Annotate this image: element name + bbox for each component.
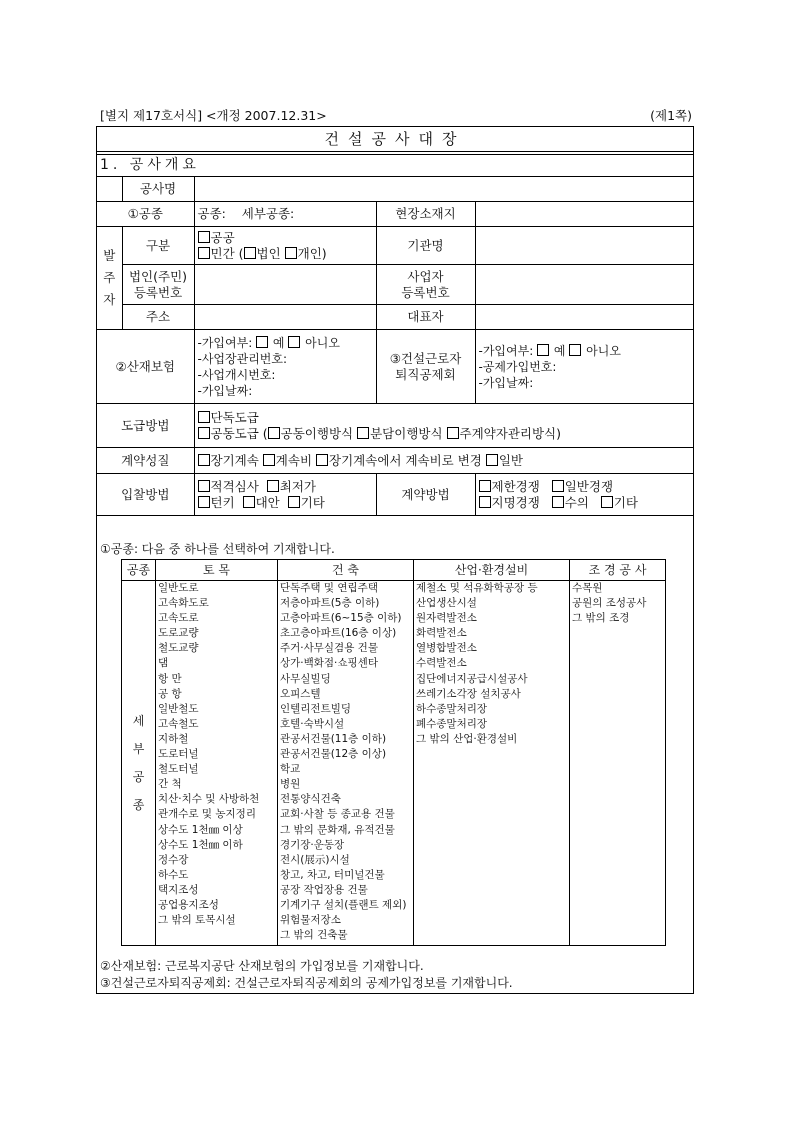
form-number: [별지 제17호서식] <개정 2007.12.31> xyxy=(100,108,327,123)
industrial-item: 하수종말처리장 xyxy=(416,702,488,715)
ctype-checkbox-0[interactable] xyxy=(479,480,491,492)
civil-item: 도로터널 xyxy=(158,748,199,761)
civil-item: 상수도 1천㎜ 이상 xyxy=(158,823,243,836)
ins-no-checkbox[interactable] xyxy=(288,336,300,348)
civil-item: 철도교량 xyxy=(158,642,199,655)
civil-item: 고속철도 xyxy=(158,717,199,730)
orderer-label: 발주자 xyxy=(97,227,122,330)
civil-item: 댐 xyxy=(158,657,169,670)
industrial-item: 산업생산시설 xyxy=(416,597,477,610)
civil-item: 간 척 xyxy=(158,778,182,791)
building-item: 창고, 차고, 터미널건물 xyxy=(280,868,385,881)
industrial-item: 그 밖의 산업·환경설비 xyxy=(416,732,518,745)
continued-checkbox[interactable] xyxy=(263,454,275,466)
civil-item: 상수도 1천㎜ 이하 xyxy=(158,838,243,851)
ret-yes-checkbox[interactable] xyxy=(537,344,549,356)
industrial-item: 집단에너지공급시설공사 xyxy=(416,672,528,685)
retire-field[interactable]: -가입여부: 예 아니오 -공제가입번호: -가입날짜: xyxy=(475,330,693,404)
biz-reg-field[interactable] xyxy=(475,265,693,305)
building-item: 고층아파트(6~15층 이하) xyxy=(280,612,402,625)
bid-method-label: 입찰방법 xyxy=(97,474,194,516)
civil-item: 택지조성 xyxy=(158,883,199,896)
building-item: 위험물저장소 xyxy=(280,914,341,927)
building-item: 오피스텔 xyxy=(280,687,321,700)
ret-no-checkbox[interactable] xyxy=(569,344,581,356)
landscape-item: 수목원 xyxy=(572,582,603,594)
bid-method-field[interactable]: 적격심사 최저가 턴키 대안 기타 xyxy=(194,474,376,516)
sub-header-4: 조 경 공 사 xyxy=(570,560,666,581)
bid-checkbox-4[interactable] xyxy=(288,496,300,508)
bid-checkbox-3[interactable] xyxy=(243,496,255,508)
corp-checkbox[interactable] xyxy=(244,247,256,259)
ctype-checkbox-3[interactable] xyxy=(552,496,564,508)
building-item: 인텔리전트빌딩 xyxy=(280,702,352,715)
industrial-item: 쓰레기소각장 설치공사 xyxy=(416,687,521,700)
civil-item: 공 항 xyxy=(158,687,182,700)
building-item: 학교 xyxy=(280,763,301,776)
bid-checkbox-2[interactable] xyxy=(198,496,210,508)
civil-item: 일반철도 xyxy=(158,702,199,715)
building-item: 관공서건물(12층 이상) xyxy=(280,748,387,761)
industrial-item: 제철소 및 석유화학공장 등 xyxy=(416,582,538,594)
building-list xyxy=(278,581,414,946)
civil-item: 그 밖의 토목시설 xyxy=(158,914,236,927)
note-3: ③건설근로자퇴직공제회: 건설근로자퇴직공제회의 공제가입정보를 기재합니다. xyxy=(100,976,513,990)
ctype-checkbox-2[interactable] xyxy=(479,496,491,508)
ctype-checkbox-4[interactable] xyxy=(601,496,613,508)
civil-list xyxy=(156,581,278,946)
bid-checkbox-1[interactable] xyxy=(267,480,279,492)
bid-checkbox-0[interactable] xyxy=(198,480,210,492)
joint-a-checkbox[interactable] xyxy=(268,427,280,439)
biz-reg-label: 사업자 등록번호 xyxy=(376,265,475,305)
building-item: 전시(展示)시설 xyxy=(280,853,350,866)
sole-checkbox[interactable] xyxy=(198,411,210,423)
insurance-label: ②산재보험 xyxy=(97,330,194,404)
civil-item: 정수장 xyxy=(158,853,189,866)
building-item: 상가·백화점·쇼핑센타 xyxy=(280,657,378,670)
sub-header-2: 건 축 xyxy=(278,560,414,581)
building-item: 저층아파트(5층 이하) xyxy=(280,597,380,610)
general-checkbox[interactable] xyxy=(486,454,498,466)
rep-label: 대표자 xyxy=(376,305,475,330)
building-item: 경기장·운동장 xyxy=(280,838,345,851)
rep-field[interactable] xyxy=(475,305,693,330)
landscape-item: 공원의 조성공사 xyxy=(572,597,647,610)
building-item: 호텔·숙박시설 xyxy=(280,717,345,730)
site-location-label: 현장소재지 xyxy=(376,202,475,227)
agency-name-field[interactable] xyxy=(475,227,693,265)
joint-c-checkbox[interactable] xyxy=(447,427,459,439)
civil-item: 일반도로 xyxy=(158,582,199,594)
building-item: 사무실빌딩 xyxy=(280,672,331,685)
form-box xyxy=(96,126,694,994)
civil-item: 철도터널 xyxy=(158,763,199,776)
work-type-label: ①공종 xyxy=(97,202,194,227)
building-item: 관공서건물(11층 이하) xyxy=(280,732,387,745)
contract-type-field[interactable]: 제한경쟁 일반경쟁 지명경쟁 수의 기타 xyxy=(475,474,693,516)
industrial-list xyxy=(414,581,570,946)
page-number: (제1쪽) xyxy=(650,108,692,123)
note-2: ②산재보험: 근로복지공단 산재보험의 가입정보를 기재합니다. xyxy=(100,959,424,973)
civil-item: 항 만 xyxy=(158,672,182,685)
joint-b-checkbox[interactable] xyxy=(357,427,369,439)
contract-type-label: 계약방법 xyxy=(376,474,475,516)
building-item: 기계기구 설치(플랜트 제외) xyxy=(280,898,407,911)
address-field[interactable] xyxy=(194,305,376,330)
contract-nature-label: 계약성질 xyxy=(97,448,194,474)
contract-method-label: 도급방법 xyxy=(97,404,194,448)
agency-name-label: 기관명 xyxy=(376,227,475,265)
section-title: 1. 공사개요 xyxy=(97,155,693,177)
sub-header-1: 토 목 xyxy=(156,560,278,581)
sub-header-3: 산업·환경설비 xyxy=(414,560,570,581)
civil-item: 치산·치수 및 사방하천 xyxy=(158,793,260,806)
landscape-item: 그 밖의 조경 xyxy=(572,612,630,625)
corp-reg-field[interactable] xyxy=(194,265,376,305)
industrial-item: 원자력발전소 xyxy=(416,612,477,625)
civil-item: 고속화도로 xyxy=(158,597,209,610)
public-checkbox[interactable] xyxy=(198,231,210,243)
site-location-field[interactable] xyxy=(475,202,693,227)
private-checkbox[interactable] xyxy=(198,247,210,259)
building-item: 단독주택 및 연립주택 xyxy=(280,582,378,594)
building-item: 초고층아파트(16층 이상) xyxy=(280,627,397,640)
building-item: 전통양식건축 xyxy=(280,793,341,806)
insurance-field[interactable]: -가입여부: 예 아니오 -사업장관리번호: -사업개시번호: -가입날짜: xyxy=(194,330,376,404)
landscape-list xyxy=(570,581,666,946)
corp-reg-label: 법인(주민) 등록번호 xyxy=(122,265,194,305)
civil-item: 도로교량 xyxy=(158,627,199,640)
building-item: 병원 xyxy=(280,778,301,791)
industrial-item: 수력발전소 xyxy=(416,657,467,670)
project-name-label: 공사명 xyxy=(122,177,194,202)
industrial-item: 화력발전소 xyxy=(416,627,467,640)
building-item: 주거·사무실겸용 건물 xyxy=(280,642,378,655)
joint-checkbox[interactable] xyxy=(198,427,210,439)
contract-method-field[interactable]: 단독도급 공동도급 ( 공동이행방식 분담이행방식 주계약자관리방식) xyxy=(194,404,693,448)
long-term-checkbox[interactable] xyxy=(198,454,210,466)
overview-table xyxy=(97,176,693,516)
individual-checkbox[interactable] xyxy=(285,247,297,259)
detail-work-table xyxy=(121,559,666,946)
building-item: 그 밖의 문화재, 유적건물 xyxy=(280,823,395,836)
civil-item: 공업용지조성 xyxy=(158,898,219,911)
project-name-field[interactable] xyxy=(194,177,693,202)
industrial-item: 열병합발전소 xyxy=(416,642,477,655)
civil-item: 지하철 xyxy=(158,732,189,745)
contract-nature-field[interactable]: 장기계속 계속비 장기계속에서 계속비로 변경 일반 xyxy=(194,448,693,474)
address-label: 주소 xyxy=(122,305,194,330)
detail-vertical-label: 세 부 공 종 xyxy=(122,581,156,946)
form-title: 건설공사대장 xyxy=(97,127,693,152)
category-field[interactable]: 공공 민간 ( 법인 개인) xyxy=(194,227,376,265)
building-item: 그 밖의 건축물 xyxy=(280,929,348,942)
category-label: 구분 xyxy=(122,227,194,265)
retire-label: ③건설근로자 퇴직공제회 xyxy=(376,330,475,404)
civil-item: 관개수로 및 농지정리 xyxy=(158,808,256,821)
building-item: 교회·사찰 등 종교용 건물 xyxy=(280,808,395,821)
sub-header-0: 공종 xyxy=(122,560,156,581)
ins-yes-checkbox[interactable] xyxy=(256,336,268,348)
industrial-item: 폐수종말처리장 xyxy=(416,717,488,730)
building-item: 공장 작업장용 건물 xyxy=(280,883,368,896)
ctype-checkbox-1[interactable] xyxy=(552,480,564,492)
note-1: ①공종: 다음 중 하나를 선택하여 기재합니다. xyxy=(100,542,335,556)
civil-item: 고속도로 xyxy=(158,612,199,625)
work-type-field[interactable]: 공종: 세부공종: xyxy=(194,202,376,227)
change-checkbox[interactable] xyxy=(316,454,328,466)
civil-item: 하수도 xyxy=(158,868,189,881)
